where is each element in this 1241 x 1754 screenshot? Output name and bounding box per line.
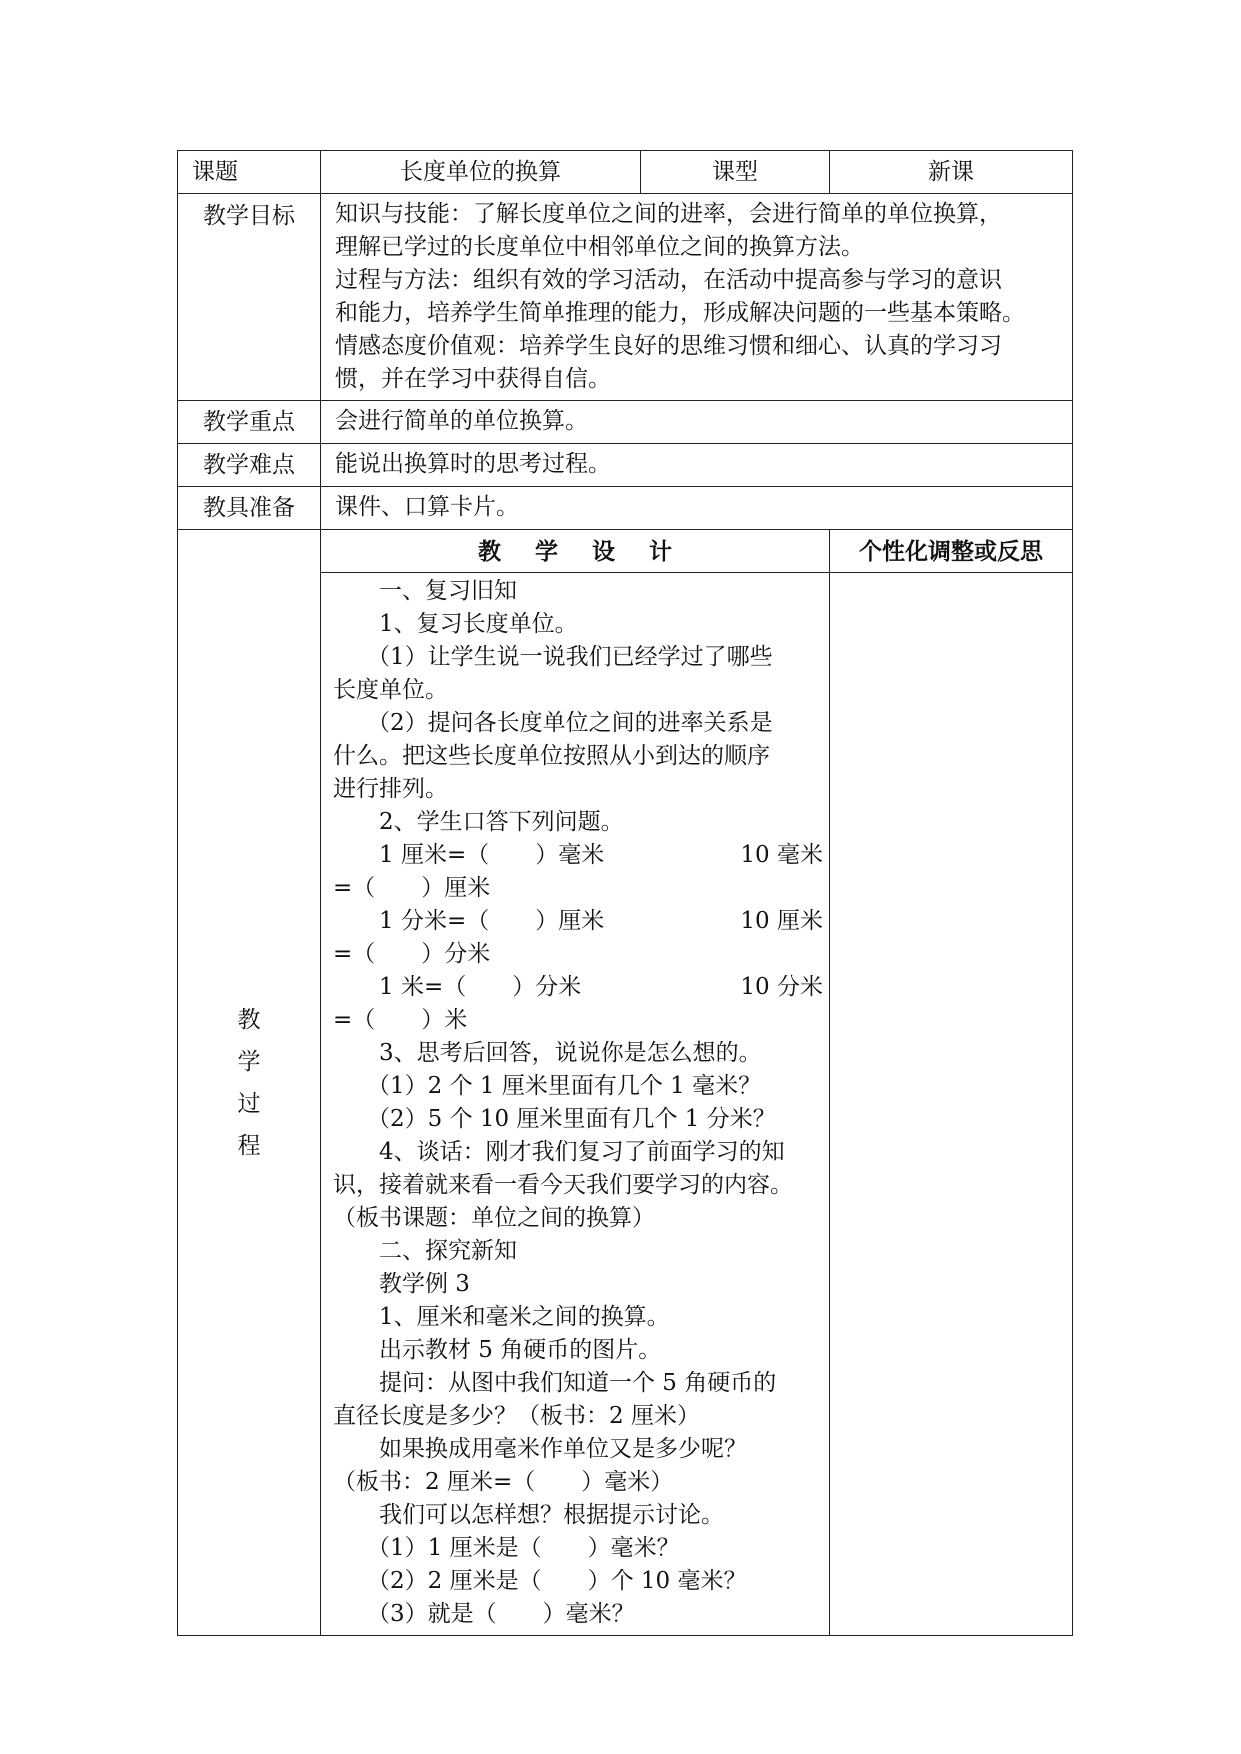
objective-line: 理解已学过的长度单位中相邻单位之间的换算方法。: [335, 234, 864, 260]
header-row: [178, 151, 1073, 194]
process-label-char: 过: [237, 1090, 261, 1117]
objective-line: 情感态度价值观：培养学生良好的思维习惯和细心、认真的学习习: [335, 333, 1002, 359]
design-header-row: [178, 530, 1073, 573]
process-label-char: 程: [237, 1132, 261, 1159]
design-line: 3、思考后回答，说说你是怎么想的。: [379, 1040, 762, 1066]
design-title-char: 设: [592, 537, 615, 565]
key-point-value: 会进行简单的单位换算。: [321, 401, 1073, 444]
design-line-left: 1 厘米=（ ）毫米: [379, 842, 605, 868]
key-point-row: [178, 401, 1073, 444]
design-line: 4、谈话：刚才我们复习了前面学习的知: [379, 1139, 785, 1165]
process-label-char: 学: [237, 1048, 261, 1075]
design-line: （板书：2 厘米=（ ）毫米）: [333, 1469, 674, 1495]
design-line: [333, 839, 823, 872]
design-line: 如果换成用毫米作单位又是多少呢？: [379, 1436, 747, 1462]
design-line: 出示教材 5 角硬币的图片。: [379, 1337, 662, 1363]
type-label: 课型: [641, 151, 830, 194]
lesson-plan-table: [177, 150, 1073, 1636]
design-line: [333, 971, 823, 1004]
design-line: 什么。把这些长度单位按照从小到达的顺序: [333, 743, 770, 769]
process-label: [178, 530, 321, 1636]
design-line: （3）就是（ ）毫米？: [367, 1601, 635, 1627]
design-line: 一、复习旧知: [379, 578, 517, 604]
design-line: 进行排列。: [333, 776, 448, 802]
objective-line: 过程与方法：组织有效的学习活动，在活动中提高参与学习的意识: [335, 267, 1002, 293]
design-line: 教学例 3: [379, 1271, 470, 1297]
design-line: （2）5 个 10 厘米里面有几个 1 分米？: [367, 1106, 776, 1132]
design-line: （1）2 个 1 厘米里面有几个 1 毫米？: [367, 1073, 762, 1099]
design-title: [321, 530, 830, 573]
difficulty-value: 能说出换算时的思考过程。: [321, 444, 1073, 487]
objective-line: 惯，并在学习中获得自信。: [335, 366, 611, 392]
materials-value: 课件、口算卡片。: [321, 487, 1073, 530]
design-line: 我们可以怎样想？根据提示讨论。: [379, 1502, 724, 1528]
design-line: 直径长度是多少？（板书：2 厘米）: [333, 1403, 700, 1429]
design-line: 二、探究新知: [379, 1238, 517, 1264]
design-line: =（ ）分米: [333, 941, 491, 967]
design-line-right: 10 分米: [740, 974, 823, 1000]
design-line: 1、复习长度单位。: [379, 611, 578, 637]
design-line: （1）1 厘米是（ ）毫米？: [367, 1535, 680, 1561]
reflection-content: [830, 573, 1073, 1636]
design-line: 长度单位。: [333, 677, 448, 703]
reflection-title: 个性化调整或反思: [830, 530, 1073, 573]
type-value: 新课: [830, 151, 1073, 194]
design-title-char: 学: [535, 537, 558, 565]
design-line-right: 10 厘米: [740, 908, 823, 934]
design-line: =（ ）米: [333, 1007, 468, 1033]
objectives-content: [321, 194, 1073, 401]
materials-label: 教具准备: [178, 487, 321, 530]
objectives-label: 教学目标: [178, 194, 321, 401]
design-title-char: 教: [478, 537, 501, 565]
design-content: [321, 573, 830, 1636]
difficulty-row: [178, 444, 1073, 487]
design-line: =（ ）厘米: [333, 875, 491, 901]
design-line: （1）让学生说一说我们已经学过了哪些: [367, 644, 773, 670]
design-line-left: 1 米=（ ）分米: [379, 974, 582, 1000]
objective-line: 和能力，培养学生简单推理的能力，形成解决问题的一些基本策略。: [335, 300, 1025, 326]
design-line: （2）提问各长度单位之间的进率关系是: [367, 710, 773, 736]
process-label-char: 教: [237, 1006, 261, 1033]
design-line: （2）2 厘米是（ ）个 10 毫米？: [367, 1568, 747, 1594]
objective-line: 知识与技能：了解长度单位之间的进率，会进行简单的单位换算，: [335, 201, 1002, 227]
design-line: 1、厘米和毫米之间的换算。: [379, 1304, 670, 1330]
design-line: 提问：从图中我们知道一个 5 角硬币的: [379, 1370, 777, 1396]
design-line: 2、学生口答下列问题。: [379, 809, 624, 835]
design-line: （板书课题：单位之间的换算）: [333, 1205, 655, 1231]
subject-label: 课题: [178, 151, 321, 194]
design-line: [333, 905, 823, 938]
design-title-char: 计: [649, 537, 672, 565]
difficulty-label: 教学难点: [178, 444, 321, 487]
key-point-label: 教学重点: [178, 401, 321, 444]
subject-value: 长度单位的换算: [321, 151, 641, 194]
design-line-right: 10 毫米: [740, 842, 823, 868]
objectives-row: [178, 194, 1073, 401]
design-line: 识，接着就来看一看今天我们要学习的内容。: [333, 1172, 793, 1198]
materials-row: [178, 487, 1073, 530]
design-line-left: 1 分米=（ ）厘米: [379, 908, 605, 934]
